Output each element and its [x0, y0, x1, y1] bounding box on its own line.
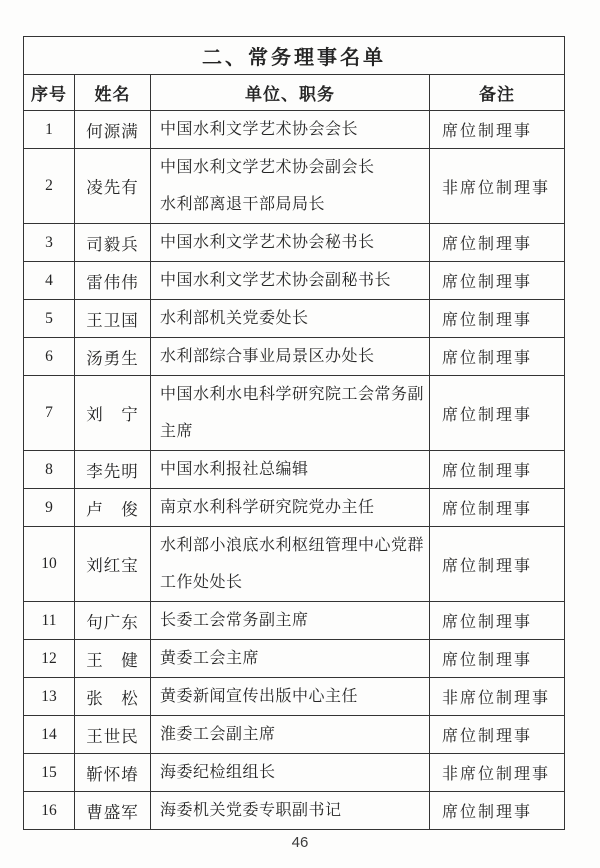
cell-position	[151, 602, 430, 640]
cell-index: 4	[24, 262, 75, 300]
cell-note: 席位制理事	[430, 111, 565, 149]
cell-name: 凌先有	[75, 149, 151, 224]
table-row	[24, 640, 565, 678]
cell-position	[151, 640, 430, 678]
cell-position	[151, 716, 430, 754]
cell-position	[151, 262, 430, 300]
table-row	[24, 300, 565, 338]
table-body	[24, 111, 565, 830]
cell-name: 司毅兵	[75, 224, 151, 262]
position-line: 黄委新闻宣传出版中心主任	[160, 688, 359, 705]
table-row	[24, 792, 565, 830]
col-header-name: 姓名	[75, 75, 151, 111]
cell-position	[151, 111, 430, 149]
cell-position	[151, 300, 430, 338]
cell-note: 非席位制理事	[430, 754, 565, 792]
table-title-row	[24, 37, 565, 75]
table-row	[24, 602, 565, 640]
position-line: 水利部小浪底水利枢纽管理中心党群工作处处长	[160, 537, 425, 591]
cell-note: 非席位制理事	[430, 678, 565, 716]
cell-name: 何源满	[75, 111, 151, 149]
table-row	[24, 338, 565, 376]
cell-name: 卢 俊	[75, 489, 151, 527]
position-line: 南京水利科学研究院党办主任	[160, 499, 375, 516]
cell-note: 席位制理事	[430, 224, 565, 262]
cell-name: 王卫国	[75, 300, 151, 338]
cell-position	[151, 489, 430, 527]
cell-index: 10	[24, 527, 75, 602]
position-line: 长委工会常务副主席	[160, 612, 309, 629]
table-row	[24, 262, 565, 300]
table-title: 二、常务理事名单	[24, 37, 565, 75]
cell-note: 席位制理事	[430, 262, 565, 300]
table-row	[24, 489, 565, 527]
cell-note: 席位制理事	[430, 451, 565, 489]
position-line: 海委纪检组组长	[160, 764, 276, 781]
cell-name: 雷伟伟	[75, 262, 151, 300]
col-header-position: 单位、职务	[151, 75, 430, 111]
cell-note: 席位制理事	[430, 338, 565, 376]
position-line: 水利部离退干部局局长	[160, 196, 326, 213]
cell-note: 非席位制理事	[430, 149, 565, 224]
cell-index: 8	[24, 451, 75, 489]
position-line: 中国水利文学艺术协会副秘书长	[160, 272, 392, 289]
cell-name: 王世民	[75, 716, 151, 754]
table-row	[24, 376, 565, 451]
cell-position	[151, 376, 430, 451]
cell-index: 11	[24, 602, 75, 640]
cell-note: 席位制理事	[430, 300, 565, 338]
col-header-index: 序号	[24, 75, 75, 111]
cell-index: 14	[24, 716, 75, 754]
table-row	[24, 716, 565, 754]
table-row	[24, 111, 565, 149]
cell-position	[151, 224, 430, 262]
cell-note: 席位制理事	[430, 489, 565, 527]
position-line: 中国水利文学艺术协会副会长	[160, 159, 375, 176]
table-row	[24, 754, 565, 792]
cell-note: 席位制理事	[430, 640, 565, 678]
position-line: 海委机关党委专职副书记	[160, 802, 342, 819]
cell-note: 席位制理事	[430, 716, 565, 754]
cell-name: 曹盛军	[75, 792, 151, 830]
position-line: 中国水利水电科学研究院工会常务副主席	[160, 386, 425, 440]
table-row	[24, 224, 565, 262]
cell-position	[151, 527, 430, 602]
cell-position	[151, 451, 430, 489]
cell-position	[151, 792, 430, 830]
cell-position	[151, 754, 430, 792]
table-row	[24, 149, 565, 224]
cell-note: 席位制理事	[430, 527, 565, 602]
cell-index: 13	[24, 678, 75, 716]
cell-name: 王 健	[75, 640, 151, 678]
table-row	[24, 451, 565, 489]
cell-index: 7	[24, 376, 75, 451]
page-number: 46	[291, 834, 309, 851]
cell-index: 12	[24, 640, 75, 678]
table-row	[24, 527, 565, 602]
cell-name: 句广东	[75, 602, 151, 640]
cell-name: 李先明	[75, 451, 151, 489]
cell-index: 2	[24, 149, 75, 224]
cell-index: 1	[24, 111, 75, 149]
cell-name: 靳怀堾	[75, 754, 151, 792]
position-line: 中国水利文学艺术协会会长	[160, 121, 359, 138]
position-line: 水利部机关党委处长	[160, 310, 309, 327]
position-line: 淮委工会副主席	[160, 726, 276, 743]
cell-index: 5	[24, 300, 75, 338]
cell-index: 15	[24, 754, 75, 792]
position-line: 中国水利文学艺术协会秘书长	[160, 234, 375, 251]
cell-position	[151, 678, 430, 716]
cell-name: 张 松	[75, 678, 151, 716]
cell-index: 9	[24, 489, 75, 527]
cell-note: 席位制理事	[430, 376, 565, 451]
position-line: 中国水利报社总编辑	[160, 461, 309, 478]
cell-index: 3	[24, 224, 75, 262]
table-row	[24, 678, 565, 716]
position-line: 黄委工会主席	[160, 650, 260, 667]
cell-position	[151, 149, 430, 224]
cell-name: 汤勇生	[75, 338, 151, 376]
cell-index: 16	[24, 792, 75, 830]
cell-name: 刘红宝	[75, 527, 151, 602]
cell-note: 席位制理事	[430, 792, 565, 830]
cell-index: 6	[24, 338, 75, 376]
table-header-row	[24, 75, 565, 111]
cell-position	[151, 338, 430, 376]
col-header-note: 备注	[430, 75, 565, 111]
position-line: 水利部综合事业局景区办处长	[160, 348, 375, 365]
members-table	[23, 36, 565, 830]
cell-name: 刘 宁	[75, 376, 151, 451]
cell-note: 席位制理事	[430, 602, 565, 640]
